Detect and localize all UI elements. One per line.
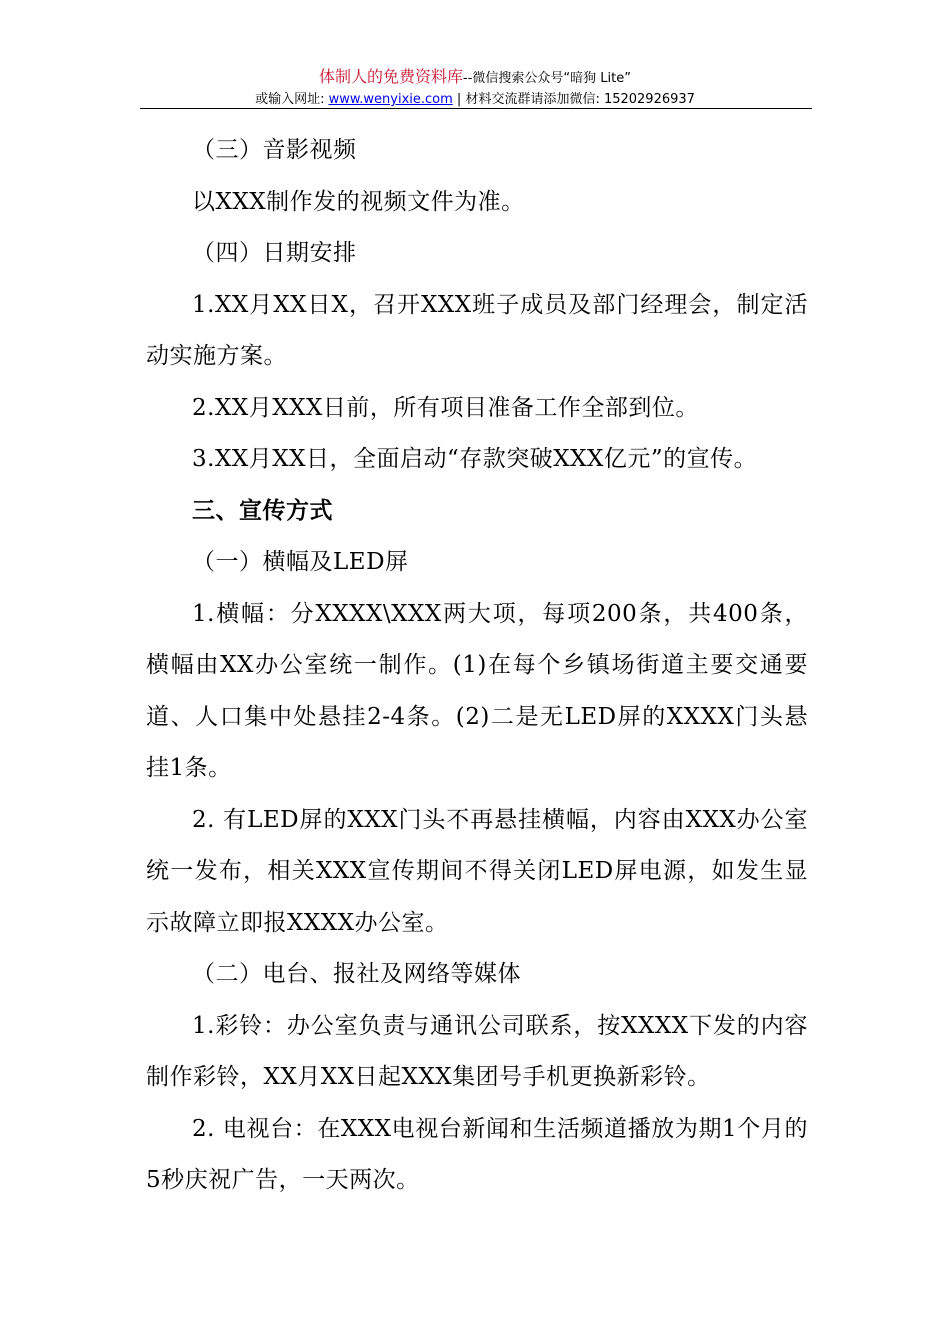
paragraph: 以XXX制作发的视频文件为准。: [192, 188, 525, 215]
header-url-link[interactable]: www.wenyixie.com: [328, 92, 453, 107]
header-brand: 体制人的免费资料库: [319, 67, 464, 86]
subheading-banners-led: （一）横幅及LED屏: [192, 549, 409, 575]
header-url-prefix: 或输入网址:: [255, 92, 329, 107]
header-contact-line: [0, 91, 950, 109]
paragraph: 1.彩铃：办公室负责与通讯公司联系，按XXXX下发的内容制作彩铃，XX月XX日起XXX集团号手机更换新彩铃。: [146, 1012, 808, 1090]
paragraph: 2. 电视台：在XXX电视台新闻和生活频道播放为期1个月的5秒庆祝广告，一天两次。: [146, 1115, 808, 1193]
paragraph: 2.XX月XXX日前，所有项目准备工作全部到位。: [192, 394, 699, 421]
paragraph: 1.横幅：分XXXX\XXX两大项，每项200条，共400条，横幅由XX办公室统一制作。(1)在每个乡镇场街道主要交通要道、人口集中处悬挂2-4条。(2)二是无LED屏的XXXX门头悬挂1条。: [146, 600, 808, 781]
document-body: [146, 125, 808, 1207]
subheading-schedule: （四）日期安排: [192, 240, 357, 266]
header-slogan: --微信搜索公众号“暗狗 Lite”: [463, 71, 631, 86]
paragraph: 3.XX月XX日，全面启动“存款突破XXX亿元”的宣传。: [192, 446, 758, 472]
header-title-line: [0, 68, 950, 88]
paragraph: 2. 有LED屏的XXX门头不再悬挂横幅，内容由XXX办公室统一发布，相关XXX宣传期间不得关闭LED屏电源，如发生显示故障立即报XXXX办公室。: [146, 806, 808, 936]
header-contact-suffix: | 材料交流群请添加微信: 15202926937: [452, 92, 695, 107]
page-header: [0, 68, 950, 109]
subheading-media: （二）电台、报社及网络等媒体: [192, 961, 521, 987]
header-divider: [140, 108, 812, 109]
section-heading-promotion-methods: 三、宣传方式: [192, 497, 333, 524]
subheading-audio-video: （三）音影视频: [192, 137, 357, 163]
paragraph: 1.XX月XX日X，召开XXX班子成员及部门经理会，制定活动实施方案。: [146, 291, 808, 369]
